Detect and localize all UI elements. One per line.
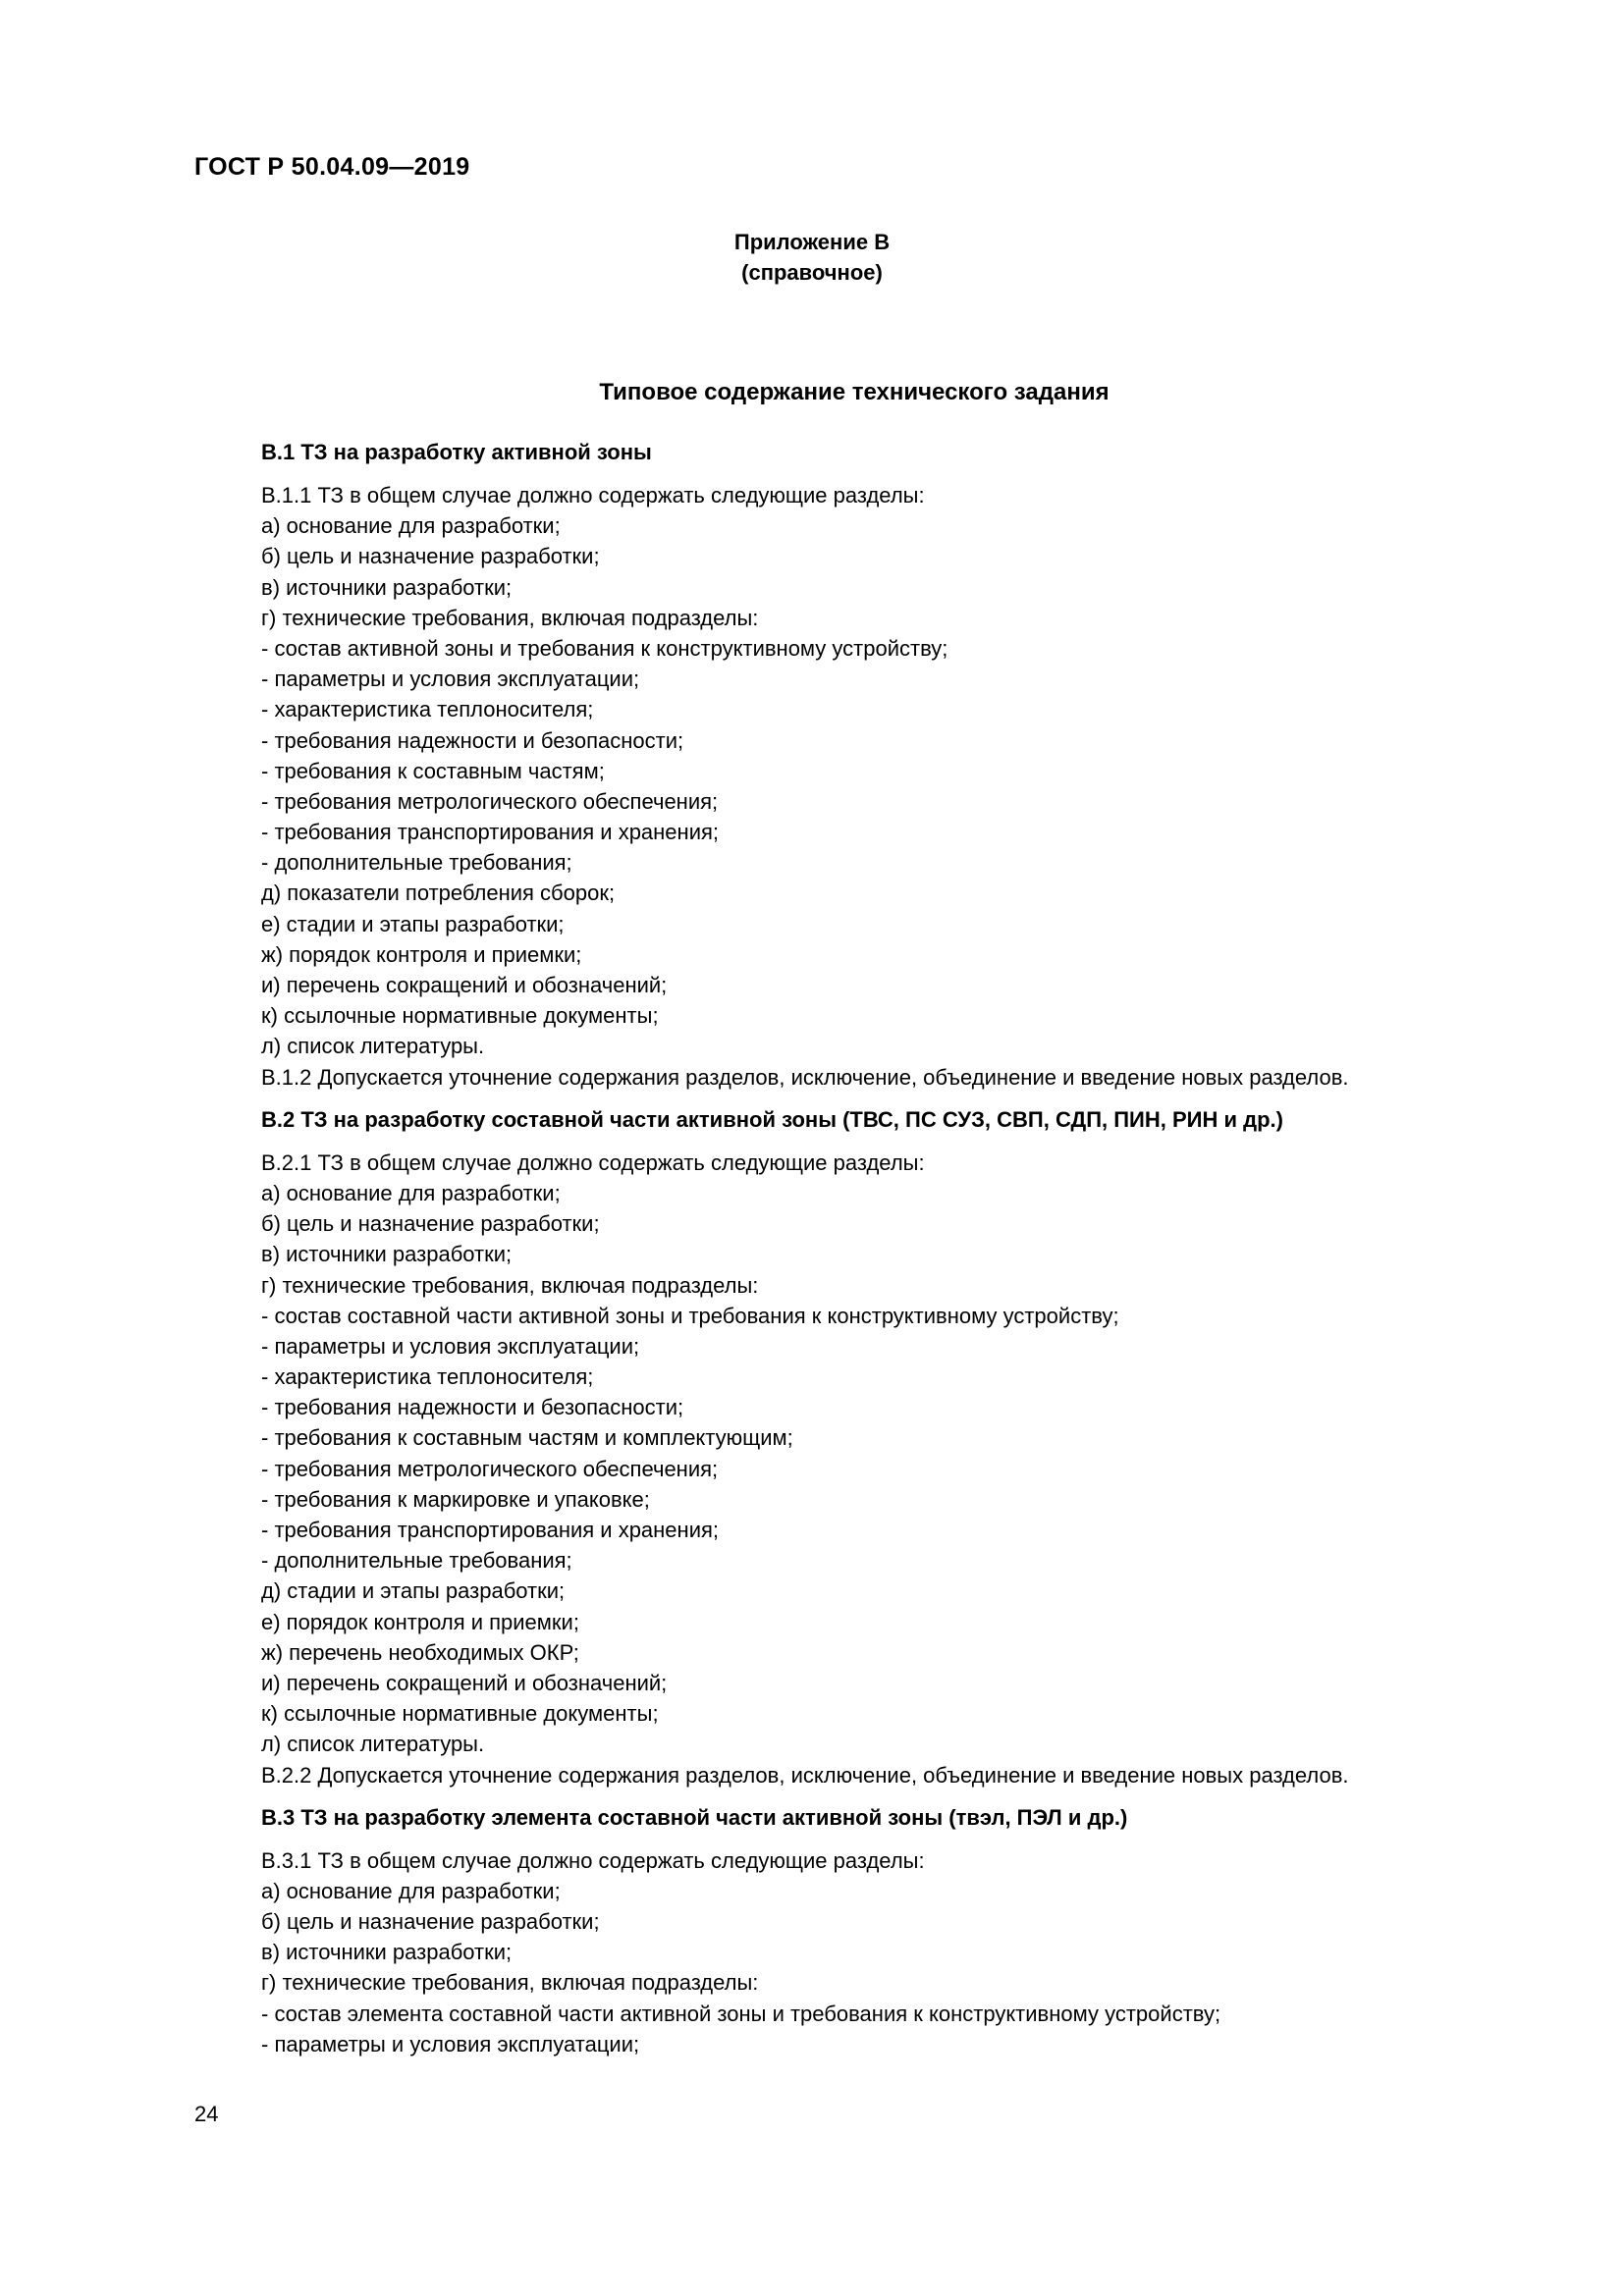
list-item: и) перечень сокращений и обозначений; [261,973,668,997]
list-item: е) стадии и этапы разработки; [261,911,565,936]
list-item: В.1.1 ТЗ в общем случае должно содержать следующие разделы: [261,483,925,507]
page-title: Типовое содержание технического задания [599,379,1110,405]
list-item: б) цель и назначение разработки; [261,544,600,569]
list-item: В.3.1 ТЗ в общем случае должно содержать следующие разделы: [261,1847,925,1873]
list-item: - параметры и условия эксплуатации; [261,1333,640,1359]
list-item: б) цель и назначение разработки; [261,1211,600,1237]
section-heading: В.3 ТЗ на разработку элемента составной части активной зоны (твэл, ПЭЛ и др.) [261,1804,1128,1830]
list-item: - состав элемента составной части активной зоны и требования к конструктивному устройству; [261,2001,1221,2026]
list-item: г) технические требования, включая подразделы: [261,1272,759,1298]
list-item: - параметры и условия эксплуатации; [261,2031,640,2056]
page-number: 24 [194,2102,219,2126]
list-item: е) порядок контроля и приемки; [261,1609,579,1634]
list-item: в) источники разработки; [261,1242,513,1267]
appendix-body [261,437,1597,2071]
list-item: - требования транспортирования и хранения; [261,820,720,845]
section-heading: В.2 ТЗ на разработку составной части активной зоны (ТВС, ПС СУЗ, СВП, СДП, ПИН, РИН и др.) [261,1106,1283,1132]
list-item: ж) порядок контроля и приемки; [261,941,582,967]
list-item: - состав активной зоны и требования к конструктивному устройству; [261,635,948,661]
list-item: к) ссылочные нормативные документы; [261,1701,659,1727]
list-item: - требования метрологического обеспечения; [261,1456,719,1481]
list-item: В.2.1 ТЗ в общем случае должно содержать следующие разделы: [261,1149,925,1175]
list-item: а) основание для разработки; [261,1180,561,1205]
list-item: - дополнительные требования; [261,850,572,876]
section-heading: В.1 ТЗ на разработку активной зоны [261,440,652,464]
appendix-kind: (справочное) [741,260,883,285]
list-item: - требования надежности и безопасности; [261,1395,684,1420]
list-item: и) перечень сокращений и обозначений; [261,1670,668,1695]
list-item: г) технические требования, включая подразделы: [261,1970,759,1996]
list-item: - параметры и условия эксплуатации; [261,667,640,692]
list-item: в) источники разработки; [261,574,513,600]
appendix-label: Приложение В [733,230,891,254]
list-item: г) технические требования, включая подразделы: [261,605,759,630]
list-item: б) цель и назначение разработки; [261,1909,600,1935]
list-item: д) стадии и этапы разработки; [261,1578,566,1604]
list-item: - требования к составным частям; [261,758,605,783]
list-item: а) основание для разработки; [261,1878,561,1903]
list-item: д) показатели потребления сборок; [261,881,616,906]
list-item: л) список литературы. [261,1732,485,1757]
list-item: - требования надежности и безопасности; [261,727,684,753]
list-item: в) источники разработки; [261,1940,513,1965]
list-item: - состав составной части активной зоны и требования к конструктивному устройству; [261,1303,1119,1328]
list-item: а) основание для разработки; [261,513,561,539]
list-item: В.1.2 Допускается уточнение содержания разделов, исключение, объединение и введение новых разделов. [261,1064,1349,1090]
list-item: В.2.2 Допускается уточнение содержания разделов, исключение, объединение и введение новых разделов. [261,1762,1349,1788]
list-item: - характеристика теплоносителя; [261,1364,594,1390]
list-item: - дополнительные требования; [261,1548,572,1574]
list-item: ж) перечень необходимых ОКР; [261,1639,579,1665]
list-item: - требования к составным частям и комплектующим; [261,1425,793,1451]
list-item: - требования к маркировке и упаковке; [261,1486,650,1512]
list-item: л) список литературы. [261,1034,485,1059]
document-code-header: ГОСТ Р 50.04.09—2019 [194,153,470,181]
list-item: к) ссылочные нормативные документы; [261,1003,659,1029]
list-item: - требования транспортирования и хранения; [261,1518,720,1542]
list-item: - требования метрологического обеспечения; [261,788,719,814]
list-item: - характеристика теплоносителя; [261,697,594,722]
